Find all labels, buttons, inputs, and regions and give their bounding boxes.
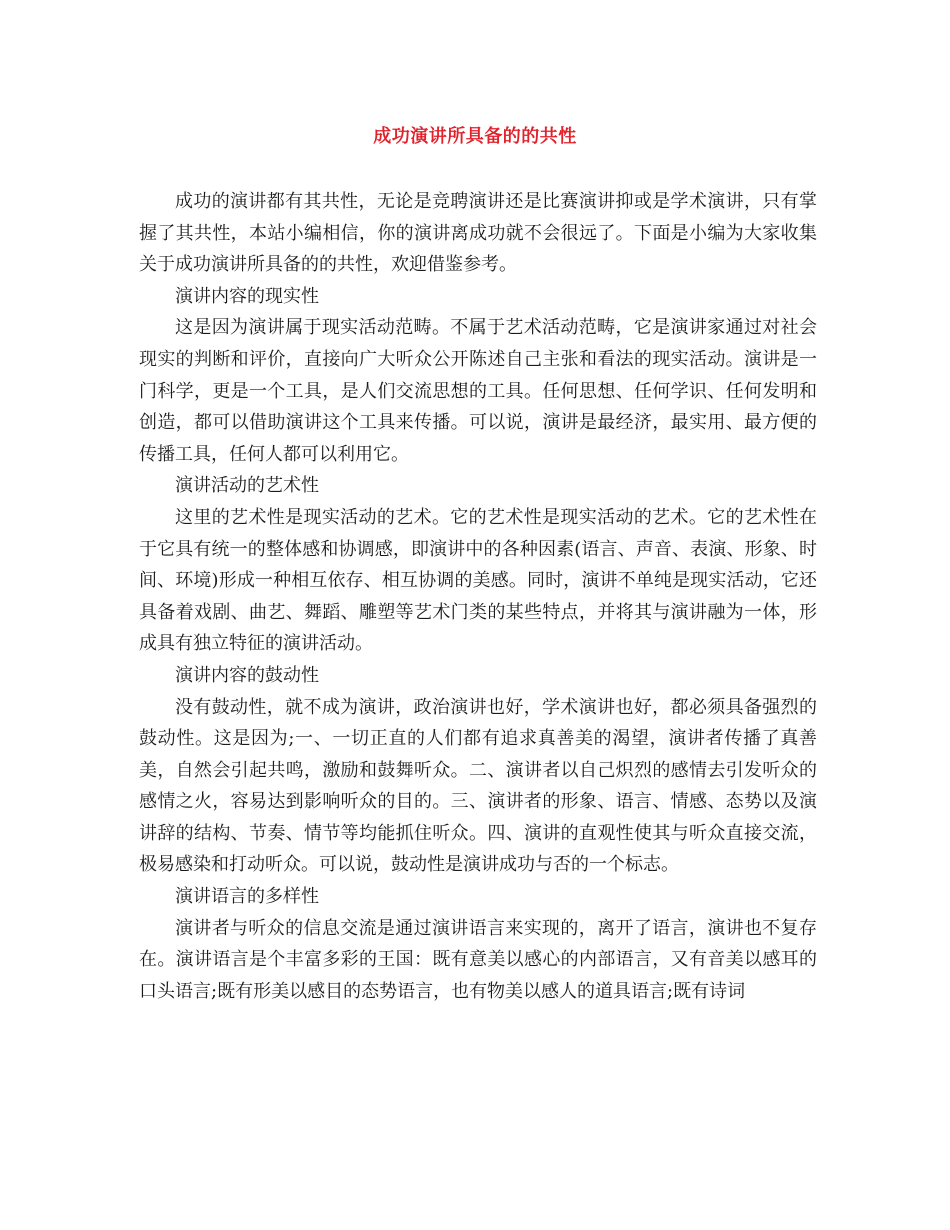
section-paragraph-artistry: 这里的艺术性是现实活动的艺术。它的艺术性是现实活动的艺术。它的艺术性在于它具有统一的整体感和协调感，即演讲中的各种因素(语言、声音、表演、形象、时间、环境)形成一种相互依存、相互协调的美感。同时，演讲不单纯是现实活动，它还具备着戏剧、曲艺、舞蹈、雕塑等艺术门类的某些特点，并将其与演讲融为一体，形成具有独立特征的演讲活动。: [139, 506, 817, 655]
document-title: 成功演讲所具备的的共性: [373, 126, 577, 147]
section-heading-agitation: 演讲内容的鼓动性: [175, 664, 319, 686]
document-body: [139, 186, 817, 1007]
section-paragraph-diversity: 演讲者与听众的信息交流是通过演讲语言来实现的，离开了语言，演讲也不复存在。演讲语言是个丰富多彩的王国：既有意美以感心的内部语言，又有音美以感耳的口头语言;既有形美以感目的态势语言，也有物美以感人的道具语言;既有诗词: [139, 917, 817, 1002]
section-paragraph-reality: 这是因为演讲属于现实活动范畴。不属于艺术活动范畴，它是演讲家通过对社会现实的判断和评价，直接向广大听众公开陈述自己主张和看法的现实活动。演讲是一门科学，更是一个工具，是人们交流思想的工具。任何思想、任何学识、任何发明和创造，都可以借助演讲这个工具来传播。可以说，演讲是最经济，最实用、最方便的传播工具，任何人都可以利用它。: [139, 317, 817, 465]
intro-paragraph: 成功的演讲都有其共性，无论是竞聘演讲还是比赛演讲抑或是学术演讲，只有掌握了其共性，本站小编相信，你的演讲离成功就不会很远了。下面是小编为大家收集关于成功演讲所具备的的共性，欢迎借鉴参考。: [139, 191, 817, 276]
section-heading-reality: 演讲内容的现实性: [175, 285, 319, 307]
section-paragraph-agitation: 没有鼓动性，就不成为演讲，政治演讲也好，学术演讲也好，都必须具备强烈的鼓动性。这是因为;一、一切正直的人们都有追求真善美的渴望，演讲者传播了真善美，自然会引起共鸣，激励和鼓舞听众。二、演讲者以自己炽烈的感情去引发听众的感情之火，容易达到影响听众的目的。三、演讲者的形象、语言、情感、态势以及演讲辞的结构、节奏、情节等均能抓住听众。四、演讲的直观性使其与听众直接交流，极易感染和打动听众。可以说，鼓动性是演讲成功与否的一个标志。: [139, 696, 817, 876]
section-heading-artistry: 演讲活动的艺术性: [175, 475, 319, 497]
section-heading-diversity: 演讲语言的多样性: [175, 886, 319, 908]
